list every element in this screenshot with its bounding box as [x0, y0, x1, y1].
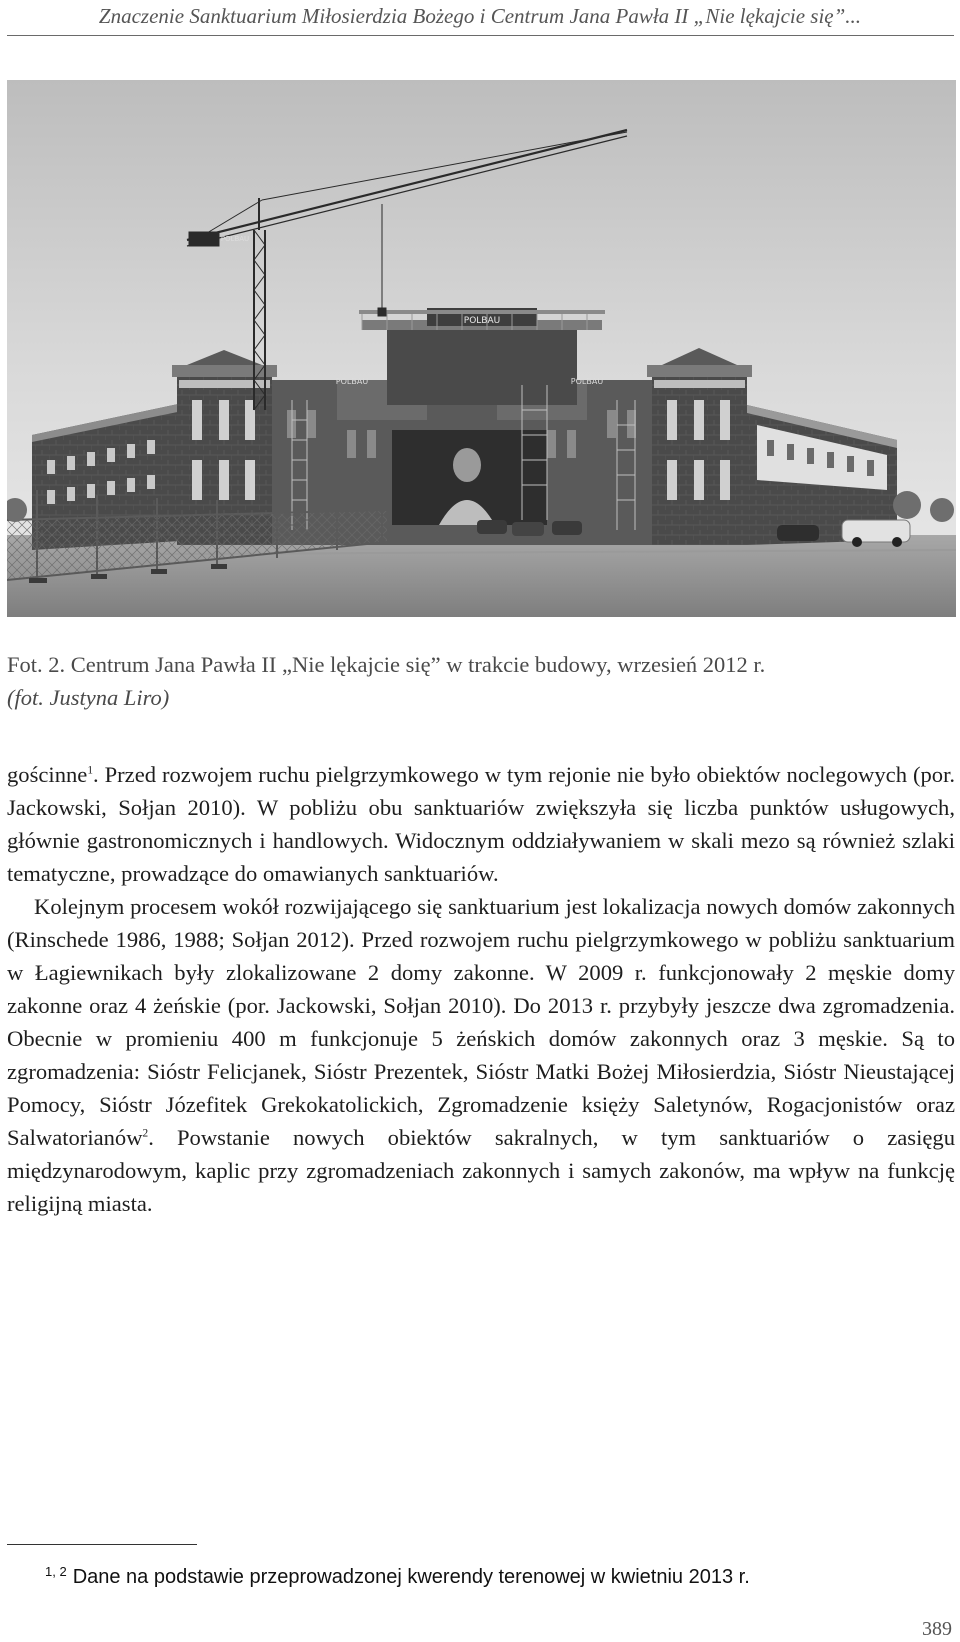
p2-rest: . Powstanie nowych obiektów sakralnych, w tym sanktuariów o zasięgu międzynarodowym, kaplic przy zgromadzeniach zakonnych i samych zakonów, ma wpływ na funkcję religijną miasta. [7, 1125, 955, 1216]
footnote-rule [7, 1544, 197, 1545]
label-polbau-left: POLBAU [335, 377, 369, 386]
p2-start: Kolejnym procesem wokół rozwijającego się sanktuarium jest lokalizacja nowych domów zakonnych (Rinschede 1986, 1988; Sołjan 2012). Przed rozwojem ruchu pielgrzymkowego w pobliżu sanktuarium w Łagiewnikach były zlokalizowane 2 domy zakonne. W 2009 r. funkcjonowały 2 męskie domy zakonne oraz 4 żeńskie (por. Jackowski, Sołjan 2010). Do 2013 r. przybyły jeszcze dwa zgromadzenia. Obecnie w promieniu 400 m funkcjonuje 5 żeńskich domów zakonnych oraz 3 męskie. Są to zgromadzenia: Sióstr Felicjanek, Sióstr Prezentek, Sióstr Matki Bożej Miłosierdzia, Sióstr Nieustającej Pomocy, Sióstr Józefitek Grekokatolickich, Zgromadzenie księży Saletynów, Rogacjonistów oraz Salwatorianów [7, 894, 955, 1150]
photo-construction-site [7, 80, 956, 617]
footnote-marks: 1, 2 [45, 1564, 67, 1579]
label-polbau-center: POLBAU [463, 316, 501, 326]
paragraph-2 [7, 890, 955, 1220]
footnote-ref-1: 1 [87, 764, 93, 777]
footnote-ref-2: 2 [142, 1127, 149, 1140]
body-text [7, 758, 955, 1220]
label-polbau-crane: POLBAU [220, 235, 250, 243]
right-tower [647, 348, 752, 545]
p1-start: gościnne [7, 762, 88, 787]
p1-rest: . Przed rozwojem ruchu pielgrzymkowego w tym rejonie nie było obiektów noclegowych (por. Jackowski, Sołjan 2010). W pobliżu obu sanktuariów zwiększyła się liczba punktów usługowych, głównie gastronomicznych i handlowych. Widocznym oddziaływaniem w skali mezo są również szlaki tematyczne, prowadzące do omawianych sanktuariów. [7, 762, 955, 886]
label-polbau-right: POLBAU [570, 377, 604, 386]
caption-credit: (fot. Justyna Liro) [7, 685, 170, 710]
footnote [45, 1557, 925, 1592]
footnote-text: Dane na podstawie przeprowadzonej kwerendy terenowej w kwietniu 2013 r. [72, 1566, 750, 1588]
figure-caption [7, 648, 954, 714]
header-rule [7, 35, 954, 36]
caption-text: Fot. 2. Centrum Jana Pawła II „Nie lękajcie się” w trakcie budowy, wrzesień 2012 r. [7, 652, 766, 677]
photo-illustration [7, 80, 956, 617]
running-title: Znaczenie Sanktuarium Miłosierdzia Bożego i Centrum Jana Pawła II „Nie lękajcie się”... [98, 4, 862, 28]
page-number: 389 [922, 1618, 952, 1640]
paragraph-1 [7, 758, 955, 890]
